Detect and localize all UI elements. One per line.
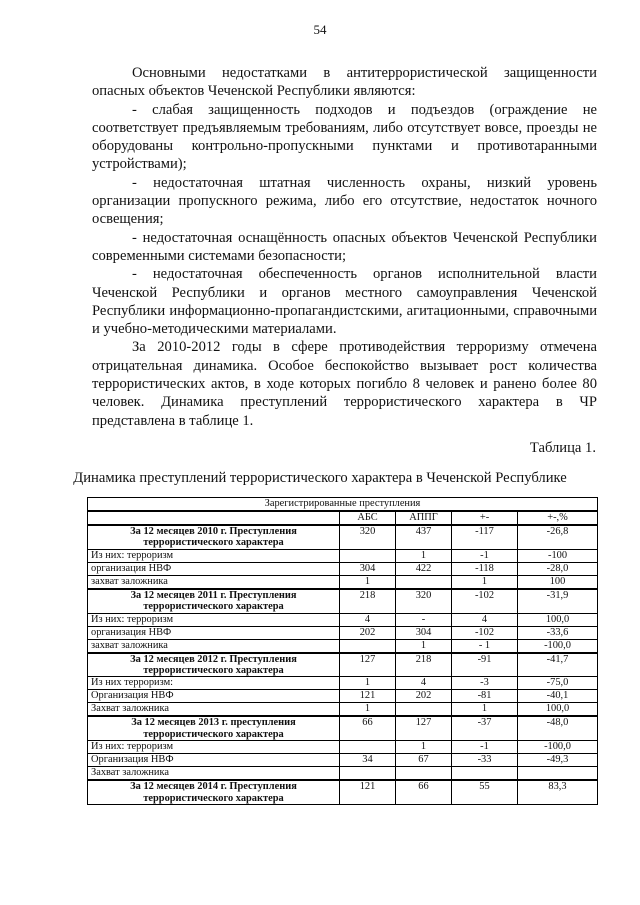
cell-value: 1 (452, 703, 518, 717)
row-label: Из них: терроризм (88, 549, 340, 562)
column-header-empty (88, 511, 340, 525)
row-label: захват заложника (88, 575, 340, 589)
cell-value: 1 (396, 549, 452, 562)
cell-value: 218 (340, 589, 396, 613)
row-label: За 12 месяцев 2012 г. Преступления террористического характера (88, 653, 340, 677)
cell-value: 320 (396, 589, 452, 613)
table-row (88, 639, 598, 653)
table-row (88, 677, 598, 690)
cell-value: -75,0 (518, 677, 598, 690)
cell-value: 55 (452, 780, 518, 804)
table-title: Динамика преступлений террористического характера в Чеченской Республике (73, 470, 567, 486)
paragraph: - слабая защищенность подходов и подъездов (ограждение не соответствует предъявляемым требованиям, либо отсутствует вовсе, проезды не оборудованы контрольно-пропускными пунктами и противотаранными устройствами); (92, 101, 597, 173)
table-column-header-row (88, 511, 598, 525)
crime-table (87, 497, 598, 805)
table-group-header-row (88, 498, 598, 512)
cell-value (452, 767, 518, 781)
cell-value: -33 (452, 754, 518, 767)
cell-value: 304 (396, 626, 452, 639)
cell-value: 127 (396, 716, 452, 740)
cell-value (340, 639, 396, 653)
row-label: Захват заложника (88, 767, 340, 781)
cell-value: -41,7 (518, 653, 598, 677)
cell-value: 83,3 (518, 780, 598, 804)
table-row (88, 741, 598, 754)
cell-value: 202 (396, 690, 452, 703)
table-row (88, 754, 598, 767)
cell-value: 1 (340, 575, 396, 589)
cell-value (396, 767, 452, 781)
cell-value: 1 (452, 575, 518, 589)
row-label: Организация НВФ (88, 690, 340, 703)
table-row (88, 626, 598, 639)
cell-value: -3 (452, 677, 518, 690)
cell-value: -49,3 (518, 754, 598, 767)
cell-value: 202 (340, 626, 396, 639)
cell-value: - 1 (452, 639, 518, 653)
table-row-year-total (88, 589, 598, 613)
cell-value: -33,6 (518, 626, 598, 639)
cell-value: -100 (518, 549, 598, 562)
paragraph: - недостаточная оснащённость опасных объектов Чеченской Республики современными системами безопасности; (92, 229, 597, 264)
cell-value: -102 (452, 626, 518, 639)
cell-value: 121 (340, 690, 396, 703)
cell-value (340, 549, 396, 562)
table-row-year-total (88, 716, 598, 740)
cell-value (340, 741, 396, 754)
cell-value (396, 575, 452, 589)
cell-value: 66 (340, 716, 396, 740)
table-label: Таблица 1. (529, 440, 596, 456)
cell-value: 437 (396, 525, 452, 549)
cell-value: -31,9 (518, 589, 598, 613)
table-row (88, 703, 598, 717)
cell-value: 4 (340, 613, 396, 626)
cell-value: 100,0 (518, 703, 598, 717)
cell-value: -1 (452, 549, 518, 562)
cell-value: -118 (452, 562, 518, 575)
cell-value: - (396, 613, 452, 626)
row-label: За 12 месяцев 2011 г. Преступления террористического характера (88, 589, 340, 613)
cell-value (396, 703, 452, 717)
row-label: организация НВФ (88, 562, 340, 575)
cell-value: 4 (396, 677, 452, 690)
cell-value: 100 (518, 575, 598, 589)
cell-value (340, 767, 396, 781)
cell-value: 218 (396, 653, 452, 677)
page-number: 54 (313, 22, 327, 37)
cell-value: 4 (452, 613, 518, 626)
table-row-year-total (88, 525, 598, 549)
cell-value: -81 (452, 690, 518, 703)
row-label: Из них: терроризм (88, 613, 340, 626)
cell-value: -100,0 (518, 639, 598, 653)
table-row (88, 767, 598, 781)
row-label: Из них терроризм: (88, 677, 340, 690)
paragraph: - недостаточная штатная численность охраны, низкий уровень организации пропускного режима, либо его отсутствие, недостаток ночного освещения; (92, 174, 597, 228)
row-label: За 12 месяцев 2014 г. Преступления террористического характера (88, 780, 340, 804)
table-row-year-total (88, 653, 598, 677)
row-label: захват заложника (88, 639, 340, 653)
cell-value: 422 (396, 562, 452, 575)
body-text (92, 64, 597, 430)
cell-value: 67 (396, 754, 452, 767)
table-row (88, 575, 598, 589)
cell-value: 1 (396, 639, 452, 653)
paragraph: За 2010-2012 годы в сфере противодействия терроризму отмечена отрицательная динамика. Особое беспокойство вызывает рост количества террористических актов, в ходе которых погибло 8 человек и ранено более 80 человек. Динамика преступлений террористического характера в ЧР представлена в таблице 1. (92, 339, 597, 429)
table-row (88, 613, 598, 626)
cell-value: 34 (340, 754, 396, 767)
cell-value: 100,0 (518, 613, 598, 626)
cell-value: -91 (452, 653, 518, 677)
cell-value: -117 (452, 525, 518, 549)
column-header: +-,% (518, 511, 598, 525)
cell-value: 1 (396, 741, 452, 754)
cell-value: 1 (340, 703, 396, 717)
column-header: АППГ (396, 511, 452, 525)
cell-value: 320 (340, 525, 396, 549)
row-label: Организация НВФ (88, 754, 340, 767)
cell-value: -40,1 (518, 690, 598, 703)
cell-value: -28,0 (518, 562, 598, 575)
paragraph: - недостаточная обеспеченность органов исполнительной власти Чеченской Республики и органов местного самоуправления Чеченской Республики информационно-пропагандистскими, агитационными, справочными и учебно-методическими материалами. (92, 266, 597, 338)
cell-value: -37 (452, 716, 518, 740)
row-label: организация НВФ (88, 626, 340, 639)
cell-value: -1 (452, 741, 518, 754)
table-row (88, 690, 598, 703)
cell-value: -26,8 (518, 525, 598, 549)
column-header: АБС (340, 511, 396, 525)
group-header: Зарегистрированные преступления (88, 498, 598, 512)
cell-value: 66 (396, 780, 452, 804)
cell-value (518, 767, 598, 781)
paragraph: Основными недостатками в антитеррористической защищенности опасных объектов Чеченской Республики являются: (92, 65, 597, 100)
table-row-year-total (88, 780, 598, 804)
column-header: +- (452, 511, 518, 525)
row-label: Из них: терроризм (88, 741, 340, 754)
table-row (88, 549, 598, 562)
row-label: За 12 месяцев 2013 г. преступления террористического характера (88, 716, 340, 740)
cell-value: 121 (340, 780, 396, 804)
cell-value: -102 (452, 589, 518, 613)
cell-value: -48,0 (518, 716, 598, 740)
cell-value: 127 (340, 653, 396, 677)
row-label: Захват заложника (88, 703, 340, 717)
table-row (88, 562, 598, 575)
cell-value: 304 (340, 562, 396, 575)
cell-value: -100,0 (518, 741, 598, 754)
row-label: За 12 месяцев 2010 г. Преступления террористического характера (88, 525, 340, 549)
cell-value: 1 (340, 677, 396, 690)
